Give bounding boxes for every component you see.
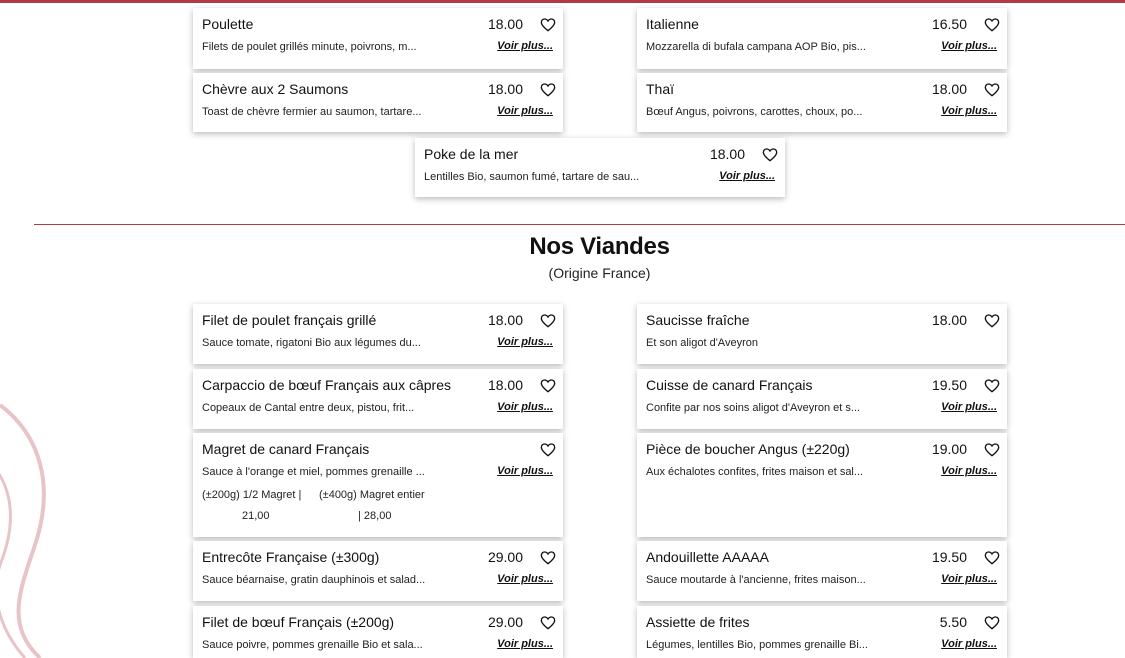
item-description: Lentilles Bio, saumon fumé, tartare de sau... [424,171,640,183]
item-name: Cuisse de canard Français [646,377,813,393]
item-price: 5.50 [939,614,967,630]
portion-option-label: (±400g) Magret entier [319,489,425,501]
item-price: 18.00 [709,146,745,162]
heart-icon[interactable] [984,615,1000,631]
see-more-link[interactable]: Voir plus... [497,336,553,348]
section-divider [34,224,1125,225]
item-price: 18.00 [487,377,523,393]
portion-option-price: | 28,00 [358,510,392,522]
item-name: Magret de canard Français [202,441,370,457]
menu-card[interactable] [193,73,563,132]
see-more-link[interactable]: Voir plus... [497,40,553,52]
item-description: Bœuf Angus, poivrons, carottes, choux, po... [646,106,863,118]
item-price: 18.00 [931,81,967,97]
item-name: Filet de poulet français grillé [202,312,377,328]
item-name: Assiette de frites [646,614,750,630]
see-more-link[interactable]: Voir plus... [941,573,997,585]
section-subtitle: (Origine France) [548,265,651,281]
item-description: Et son aligot d'Aveyron [646,337,758,349]
see-more-link[interactable]: Voir plus... [941,105,997,117]
menu-card[interactable] [637,541,1007,601]
item-description: Copeaux de Cantal entre deux, pistou, frit... [202,402,415,414]
menu-card[interactable] [193,369,563,429]
menu-card[interactable] [193,304,563,364]
top-accent-line [0,0,1125,3]
see-more-link[interactable]: Voir plus... [941,401,997,413]
item-price: 19.50 [931,377,967,393]
item-description: Confite par nos soins aligot d'Aveyron et s... [646,402,861,414]
item-description: Filets de poulet grillés minute, poivrons, m... [202,41,417,53]
item-price: 29.00 [487,549,523,565]
menu-card[interactable] [415,138,785,197]
menu-card[interactable] [637,433,1007,537]
item-name: Chèvre aux 2 Saumons [202,81,349,97]
see-more-link[interactable]: Voir plus... [497,638,553,650]
item-name: Poke de la mer [424,146,519,162]
menu-card[interactable] [637,8,1007,69]
menu-card[interactable] [193,433,563,537]
item-price: 18.00 [487,16,523,32]
item-name: Entrecôte Française (±300g) [202,549,380,565]
portion-option-label: (±200g) 1/2 Magret | [202,489,302,501]
see-more-link[interactable]: Voir plus... [497,105,553,117]
heart-icon[interactable] [540,378,556,394]
item-name: Pièce de boucher Angus (±220g) [646,441,850,457]
see-more-link[interactable]: Voir plus... [941,465,997,477]
see-more-link[interactable]: Voir plus... [497,573,553,585]
heart-icon[interactable] [984,313,1000,329]
heart-icon[interactable] [540,313,556,329]
heart-icon[interactable] [540,442,556,458]
heart-icon[interactable] [984,442,1000,458]
item-description: Mozzarella di bufala campana AOP Bio, pis... [646,41,866,53]
item-price: 18.00 [487,312,523,328]
item-description: Sauce à l'orange et miel, pommes grenaille ... [202,466,425,478]
item-price: 18.00 [487,81,523,97]
item-name: Thaï [646,81,675,97]
menu-card[interactable] [637,606,1007,658]
menu-card[interactable] [193,8,563,69]
menu-card[interactable] [637,73,1007,132]
item-description: Sauce béarnaise, gratin dauphinois et salad... [202,574,426,586]
heart-icon[interactable] [540,17,556,33]
heart-icon[interactable] [540,82,556,98]
item-price: 16.50 [931,16,967,32]
item-description: Sauce tomate, rigatoni Bio aux légumes du... [202,337,421,349]
item-description: Aux échalotes confites, frites maison et sal... [646,466,864,478]
heart-icon[interactable] [984,17,1000,33]
see-more-link[interactable]: Voir plus... [497,401,553,413]
item-description: Sauce moutarde à l'ancienne, frites maison... [646,574,866,586]
heart-icon[interactable] [984,378,1000,394]
heart-icon[interactable] [984,550,1000,566]
section-title: Nos Viandes [529,233,670,260]
menu-card[interactable] [637,304,1007,364]
item-name: Andouillette AAAAA [646,549,769,565]
item-description: Sauce poivre, pommes grenaille Bio et sala... [202,639,423,651]
see-more-link[interactable]: Voir plus... [941,638,997,650]
see-more-link[interactable]: Voir plus... [497,465,553,477]
item-description: Toast de chèvre fermier au saumon, tartare... [202,106,422,118]
menu-card[interactable] [193,541,563,601]
item-price: 19.00 [931,441,967,457]
item-description: Légumes, lentilles Bio, pommes grenaille Bi... [646,639,868,651]
item-name: Italienne [646,16,699,32]
item-name: Saucisse fraîche [646,312,750,328]
decorative-logo-fragment [0,395,60,658]
item-price: 18.00 [931,312,967,328]
see-more-link[interactable]: Voir plus... [941,40,997,52]
heart-icon[interactable] [540,615,556,631]
menu-card[interactable] [637,369,1007,429]
heart-icon[interactable] [984,82,1000,98]
heart-icon[interactable] [762,147,778,163]
item-price: 29.00 [487,614,523,630]
menu-card[interactable] [193,606,563,658]
item-price: 19.50 [931,549,967,565]
item-name: Poulette [202,16,254,32]
item-name: Filet de bœuf Français (±200g) [202,614,395,630]
heart-icon[interactable] [540,550,556,566]
item-name: Carpaccio de bœuf Français aux câpres [202,377,451,393]
see-more-link[interactable]: Voir plus... [719,170,775,182]
portion-option-price: 21,00 [242,510,270,522]
